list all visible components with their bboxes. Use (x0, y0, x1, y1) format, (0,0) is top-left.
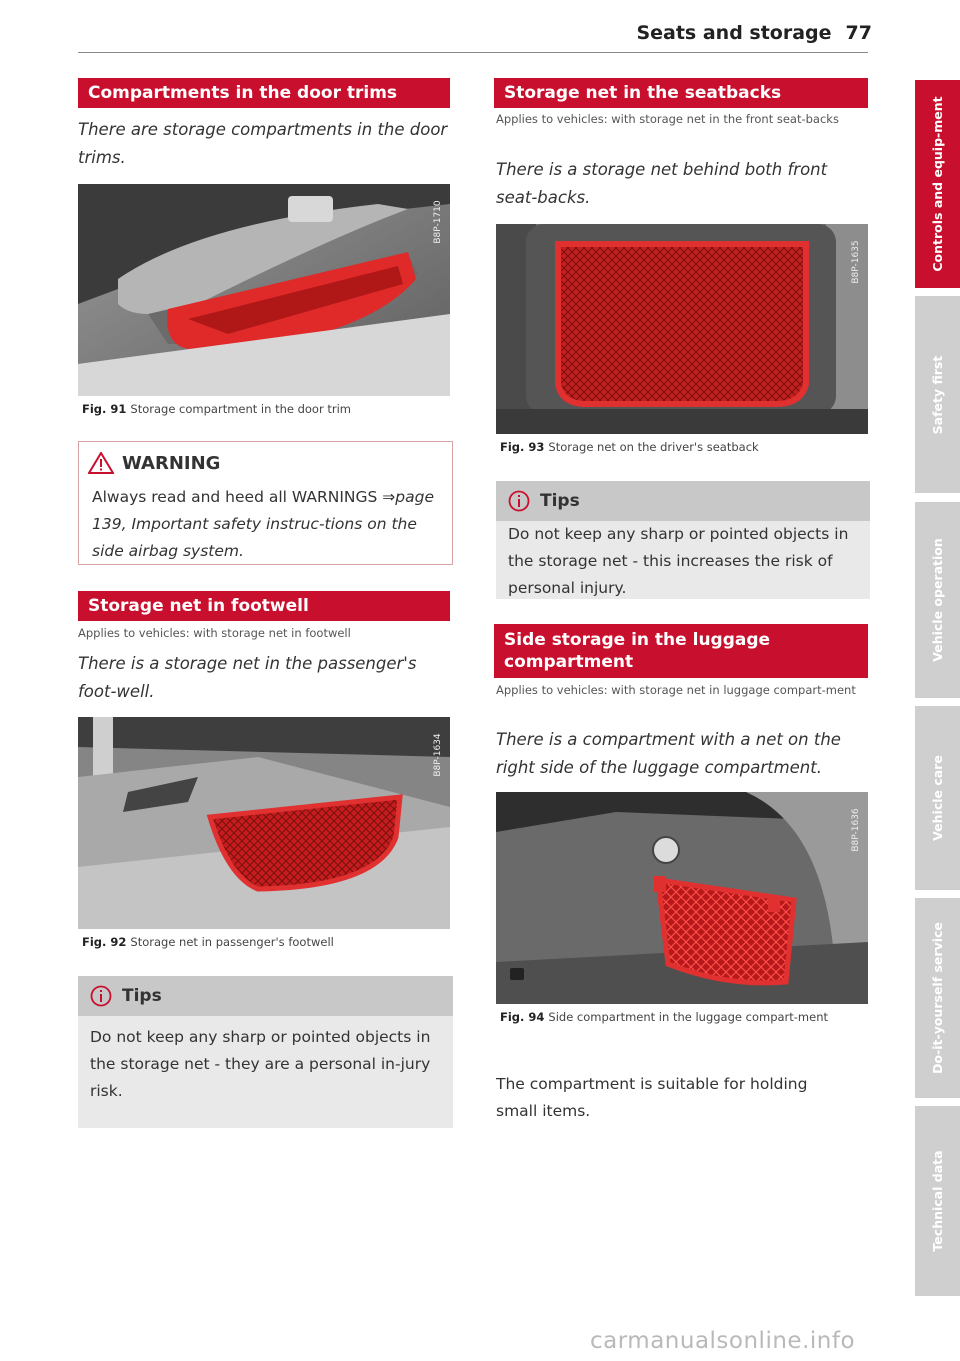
figure-label: Fig. 91 (82, 402, 127, 416)
caption-text: Storage net in passenger's footwell (130, 935, 334, 949)
heading-text: Compartments in the door trims (88, 83, 398, 103)
applies-footwell: Applies to vehicles: with storage net in footwell (78, 626, 351, 640)
tab-label: Do-it-yourself service (929, 922, 945, 1074)
heading-luggage-side-storage (494, 624, 868, 678)
luggage-body-text: The compartment is suitable for holding small items. (496, 1075, 808, 1120)
tips-body-left: Do not keep any sharp or pointed objects in the storage net - they are a personal in-jury risk. (78, 1016, 453, 1128)
figure-label: Fig. 92 (82, 935, 127, 949)
header-rule (78, 52, 868, 53)
figure-code: B8P-1710 (433, 200, 443, 244)
intro-door: There are storage compartments in the door trims. (78, 120, 448, 167)
warning-triangle-icon (88, 452, 114, 474)
caption-text: Storage compartment in the door trim (130, 402, 351, 416)
tab-label: Vehicle care (929, 755, 945, 841)
figure-93-image (496, 224, 868, 434)
info-circle-icon (508, 490, 530, 512)
figure-92-caption (82, 934, 454, 951)
heading-footwell-net (78, 591, 450, 621)
tab-label: Safety first (929, 355, 945, 434)
tab-vehicle-operation[interactable] (915, 502, 960, 698)
figure-code: B8P-1635 (851, 240, 861, 284)
intro-footwell: There is a storage net in the passenger's foot-well. (78, 654, 417, 701)
tips-body-right: Do not keep any sharp or pointed objects in the storage net - this increases the risk of personal injury. (496, 521, 870, 599)
tab-label: Controls and equip-ment (929, 96, 945, 272)
applies-seatback: Applies to vehicles: with storage net in the front seat-backs (496, 112, 839, 126)
figure-94-caption (500, 1009, 860, 1026)
figure-94-image (496, 792, 868, 1004)
warning-heading (88, 452, 220, 474)
caption-text: Storage net on the driver's seatback (548, 440, 759, 454)
page-number: 77 (845, 22, 872, 44)
heading-text: Side storage in the luggage compartment (504, 630, 771, 672)
warning-text (92, 484, 442, 565)
figure-label: Fig. 94 (500, 1010, 545, 1024)
figure-code: B8P-1636 (851, 808, 861, 852)
section-title: Seats and storage (636, 22, 832, 44)
heading-door-compartments (78, 78, 450, 108)
warning-title: WARNING (122, 452, 221, 474)
tab-controls-and-equipment[interactable] (915, 80, 960, 288)
figure-91-caption (82, 401, 454, 418)
figure-91-image (78, 184, 450, 396)
tips-title: Tips (540, 491, 580, 511)
info-circle-icon (90, 985, 112, 1007)
tips-heading-left (78, 976, 453, 1016)
intro-luggage: There is a compartment with a net on the right side of the luggage compartment. (496, 730, 841, 777)
footwell-net-illustration (78, 717, 450, 929)
tips-title: Tips (122, 986, 162, 1006)
tab-label: Vehicle operation (929, 538, 945, 662)
tab-vehicle-care[interactable] (915, 706, 960, 890)
intro-seatback: There is a storage net behind both front seat-backs. (496, 160, 828, 207)
heading-text: Storage net in the seatbacks (504, 83, 782, 103)
tab-label: Technical data (929, 1150, 945, 1252)
applies-luggage: Applies to vehicles: with storage net in luggage compart-ment (496, 683, 856, 697)
warning-plain: Always read and heed all WARNINGS (92, 488, 383, 506)
warning-page-link[interactable]: ⇒page 139, Important safety instruc-tions on the side airbag system. (92, 488, 434, 560)
luggage-compartment-illustration (496, 792, 868, 1004)
door-trim-illustration (78, 184, 450, 396)
tab-do-it-yourself-service[interactable] (915, 898, 960, 1098)
watermark: carmanualsonline.info (590, 1328, 856, 1354)
figure-92-image (78, 717, 450, 929)
seatback-net-illustration (496, 224, 868, 434)
caption-text: Side compartment in the luggage compart-ment (548, 1010, 829, 1024)
page-header (560, 22, 872, 44)
tab-safety-first[interactable] (915, 296, 960, 493)
heading-text: Storage net in footwell (88, 596, 309, 616)
figure-label: Fig. 93 (500, 440, 545, 454)
figure-code: B8P-1634 (433, 733, 443, 777)
heading-seatback-net (494, 78, 868, 108)
figure-93-caption (500, 439, 872, 456)
tips-heading-right (496, 481, 870, 521)
tab-technical-data[interactable] (915, 1106, 960, 1296)
